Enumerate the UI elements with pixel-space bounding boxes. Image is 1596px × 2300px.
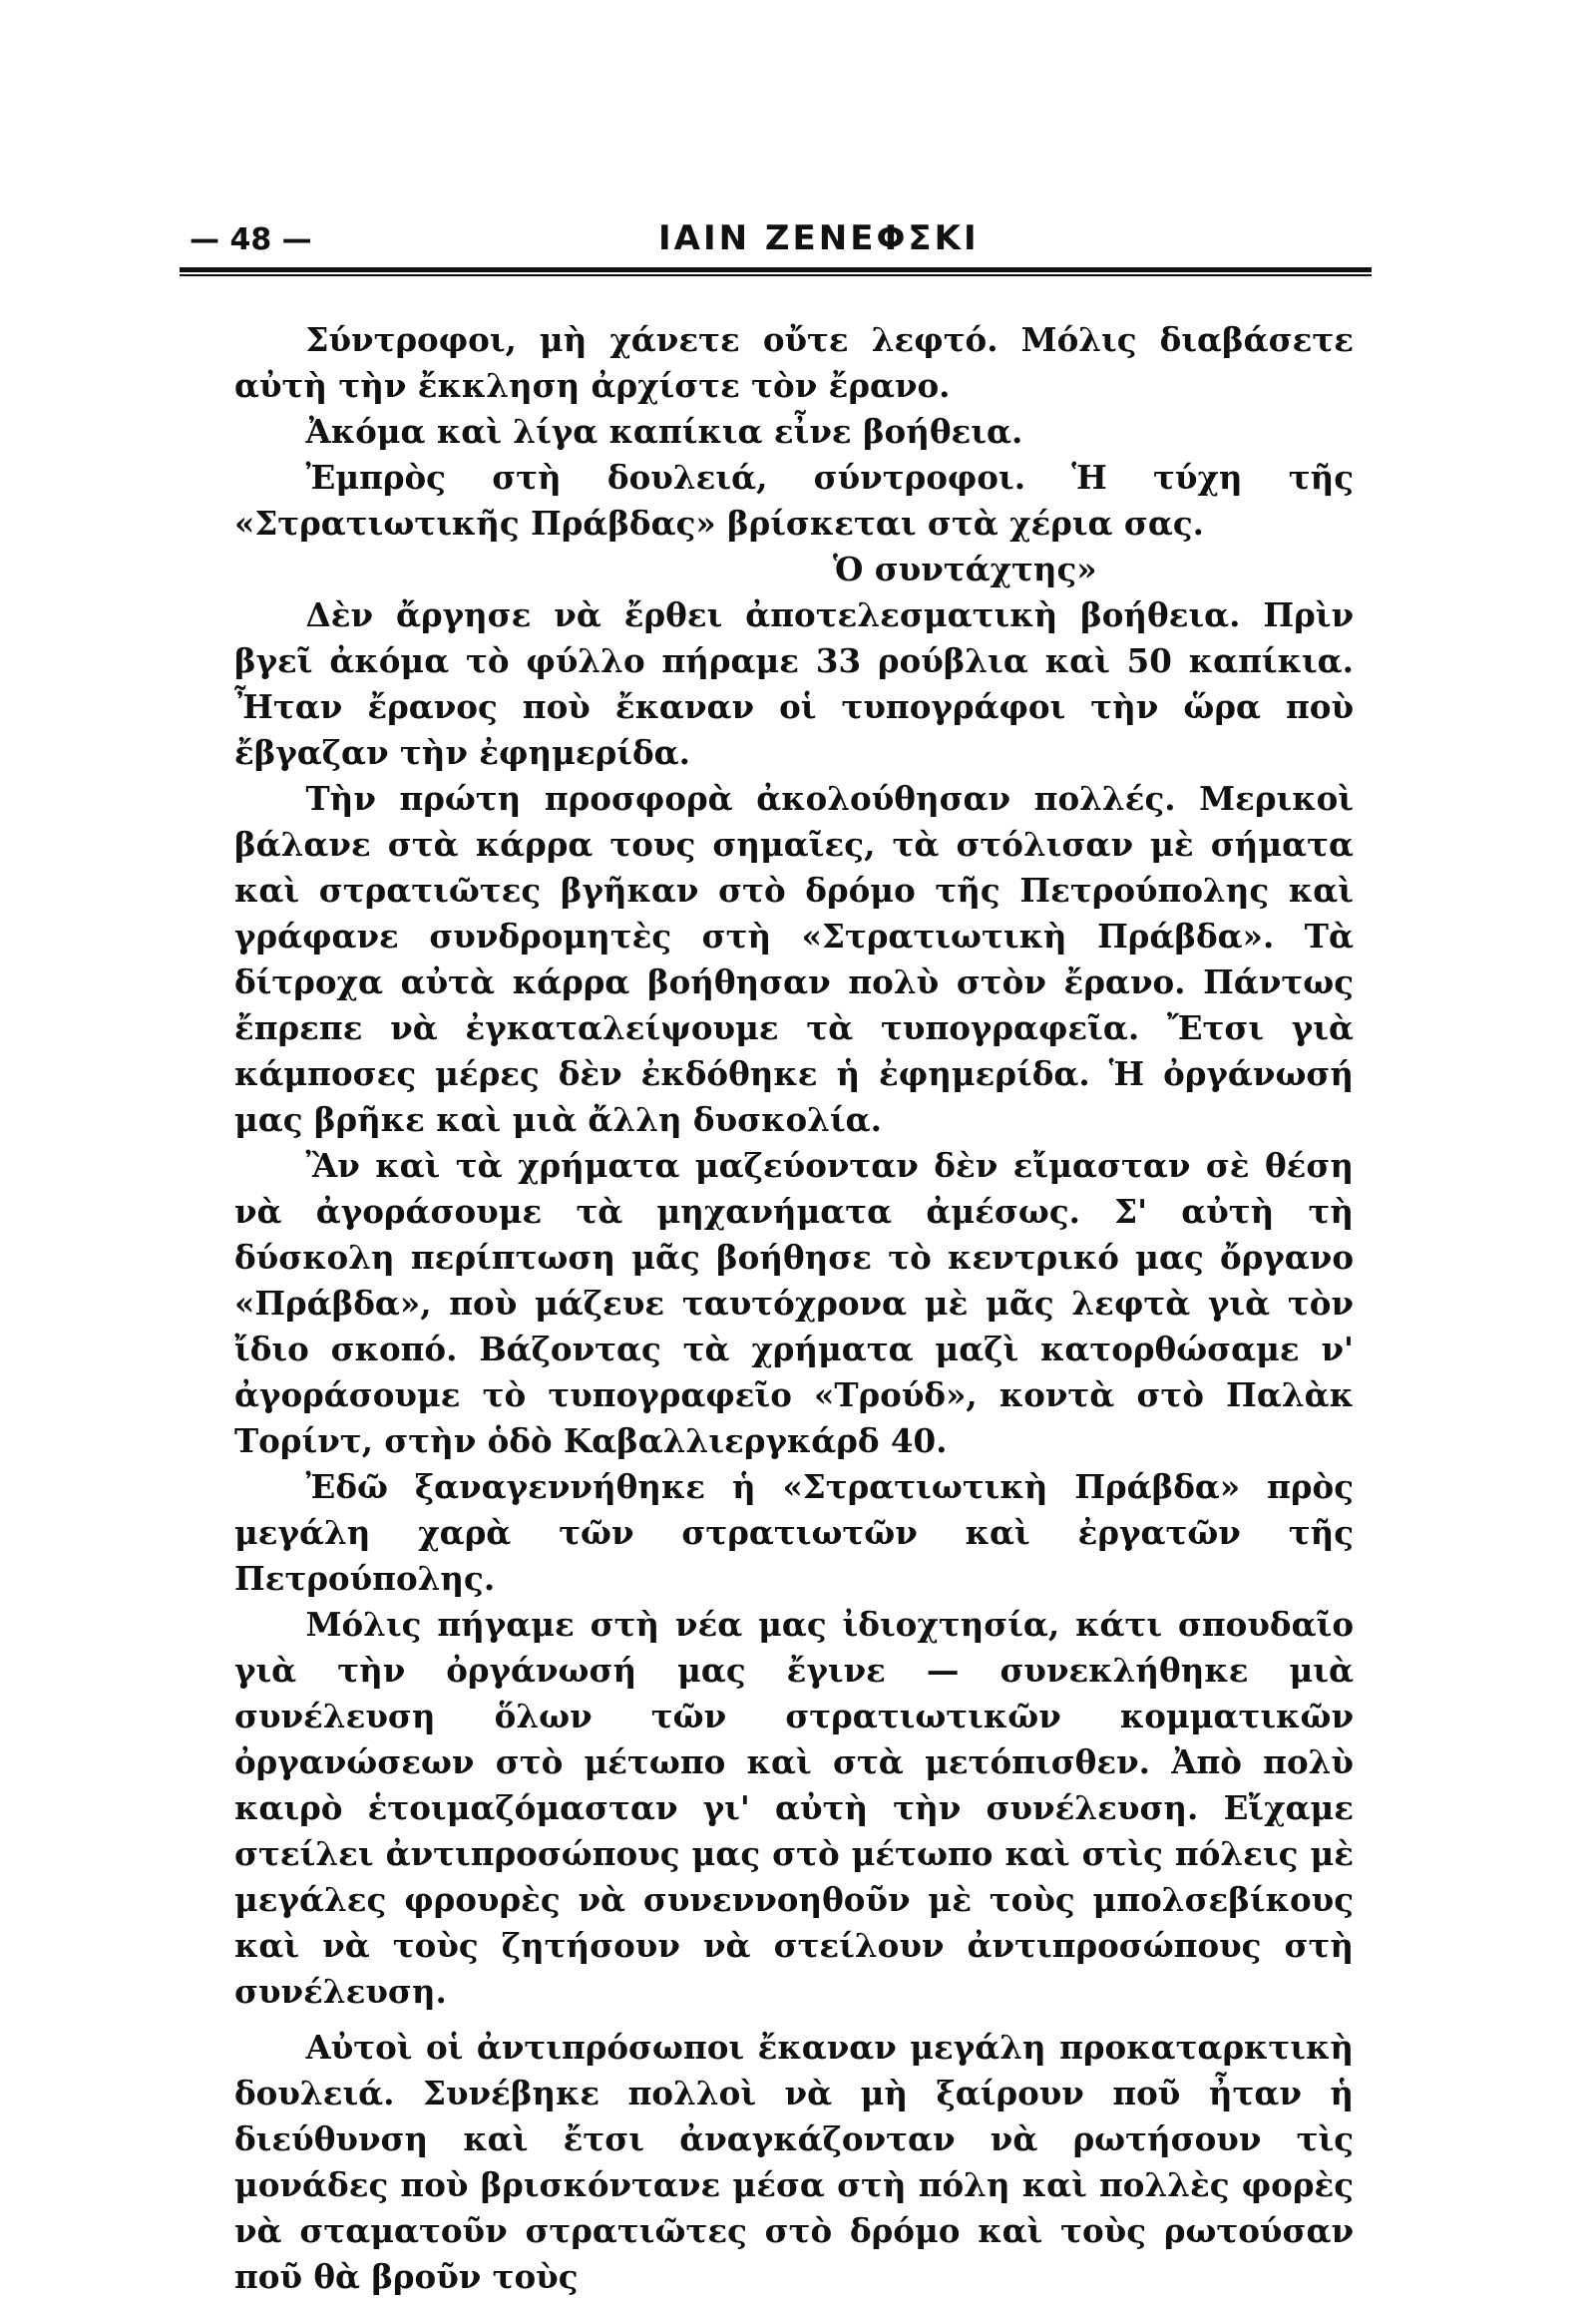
paragraph: Αὐτοὶ οἱ ἀντιπρόσωποι ἔκαναν μεγάλη προκαταρκτικὴ δουλειά. Συνέβηκε πολλοὶ νὰ μὴ ξαίρουν ποῦ ἦταν ἡ διεύθυνση καὶ ἔτσι ἀναγκάζονταν νὰ ρωτήσουν τὶς μονάδες ποὺ βρισκόντανε μέσα στὴ πόλη καὶ πολλὲς φορὲς νὰ σταματοῦν στρατιῶτες στὸ δρόμο καὶ τοὺς ρωτούσαν ποῦ θὰ βροῦν τοὺς	[234, 2028, 1354, 2296]
paragraph: Ἀκόμα καὶ λίγα καπίκια εἶνε βοήθεια.	[305, 412, 1023, 451]
paragraph: Σύντροφοι, μὴ χάνετε οὔτε λεφτό. Μόλις διαβάσετε αὐτὴ τὴν ἔκκληση ἀρχίστε τὸν ἔρανο.	[234, 320, 1354, 405]
paragraph: Ἂν καὶ τὰ χρήματα μαζεύονταν δὲν εἴμασταν σὲ θέση νὰ ἀγοράσουμε τὰ μηχανήματα ἀμέσως. Σ' αὐτὴ τὴ δύσκολη περίπτωση μᾶς βοήθησε τὸ κεντρικό μας ὄργανο «Πράβδα», ποὺ μάζευε ταυτόχρονα μὲ μᾶς λεφτὰ γιὰ τὸν ἴδιο σκοπό. Βάζοντας τὰ χρήματα μαζὶ κατορθώσαμε ν' ἀγοράσουμε τὸ τυπογραφεῖο «Τρούδ», κοντὰ στὸ Παλὰκ Τορίντ, στὴν ὁδὸ Καβαλλιεργκάρδ 40.	[234, 1146, 1354, 1460]
paragraph: Ἐδῶ ξαναγεννήθηκε ἡ «Στρατιωτικὴ Πράβδα» πρὸς μεγάλη χαρὰ τῶν στρατιωτῶν καὶ ἐργατῶν τῆς Πετρούπολης.	[234, 1467, 1354, 1598]
page-number: — 48 —	[190, 222, 312, 257]
paragraph: Τὴν πρώτη προσφορὰ ἀκολούθησαν πολλές. Μερικοὶ βάλανε στὰ κάρρα τους σημαῖες, τὰ στόλισαν μὲ σήματα καὶ στρατιῶτες βγῆκαν στὸ δρόμο τῆς Πετρούπολης καὶ γράφανε συνδρομητὲς στὴ «Στρατιωτικὴ Πράβδα». Τὰ δίτροχα αὐτὰ κάρρα βοήθησαν πολὺ στὸν ἔρανο. Πάντως ἔπρεπε νὰ ἐγκαταλείψουμε τὰ τυπογραφεῖα. Ἔτσι γιὰ κάμποσες μέρες δὲν ἐκδόθηκε ἡ ἐφημερίδα. Ἡ ὀργάνωσή μας βρῆκε καὶ μιὰ ἄλλη δυσκολία.	[234, 779, 1354, 1139]
signature: Ὁ συντάχτης»	[833, 550, 1097, 588]
page-body	[234, 317, 1354, 2300]
header-rule	[180, 267, 1372, 276]
paragraph: Ἐμπρὸς στὴ δουλειά, σύντροφοι. Ἡ τύχη τῆς «Στρατιωτικῆς Πράβδας» βρίσκεται στὰ χέρια σας.	[234, 458, 1354, 543]
running-title: ΙΑΙΝ ΖΕΝΕΦΣΚΙ	[658, 218, 980, 258]
paragraph: Δὲν ἄργησε νὰ ἔρθει ἀποτελεσματικὴ βοήθεια. Πρὶν βγεῖ ἀκόμα τὸ φύλλο πήραμε 33 ρούβλια καὶ 50 καπίκια. Ἦταν ἔρανος ποὺ ἔκαναν οἱ τυπογράφοι τὴν ὥρα ποὺ ἔβγαζαν τὴν ἐφημερίδα.	[234, 595, 1354, 772]
page-header	[180, 214, 1367, 264]
paragraph: Μόλις πήγαμε στὴ νέα μας ἰδιοχτησία, κάτι σπουδαῖο γιὰ τὴν ὀργάνωσή μας ἔγινε — συνεκλήθηκε μιὰ συνέλευση ὅλων τῶν στρατιωτικῶν κομματικῶν ὀργανώσεων στὸ μέτωπο καὶ στὰ μετόπισθεν. Ἀπὸ πολὺ καιρὸ ἑτοιμαζόμασταν γι' αὐτὴ τὴν συνέλευση. Εἴχαμε στείλει ἀντιπροσώπους μας στὸ μέτωπο καὶ στὶς πόλεις μὲ μεγάλες φρουρὲς νὰ συνεννοηθοῦν μὲ τοὺς μπολσεβίκους καὶ νὰ τοὺς ζητήσουν νὰ στείλουν ἀντιπροσώπους στὴ συνέλευση.	[234, 1605, 1354, 2011]
